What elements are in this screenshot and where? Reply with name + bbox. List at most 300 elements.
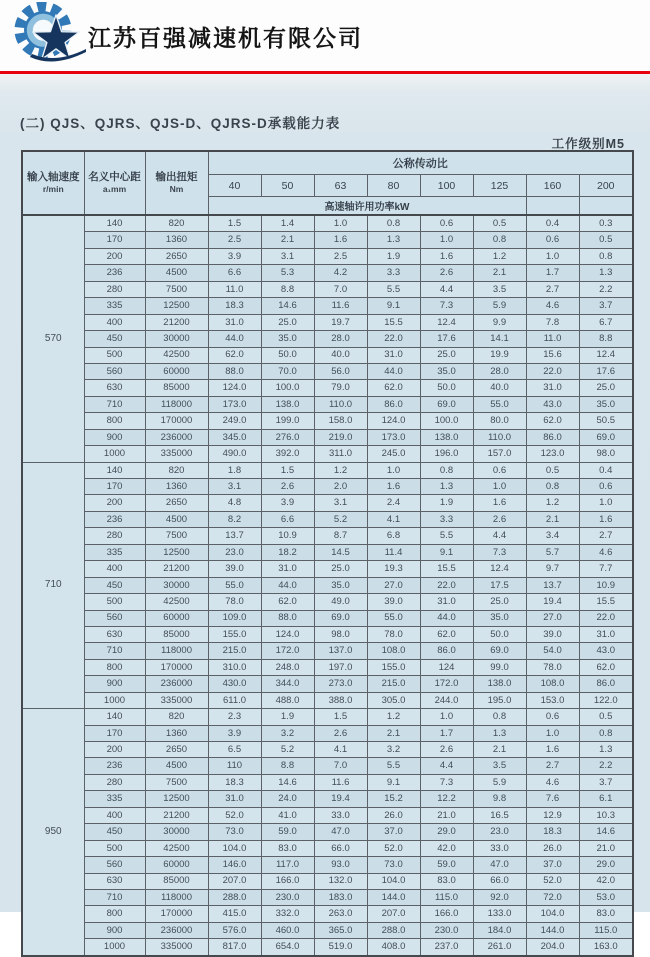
power-value-cell: 332.0 bbox=[261, 906, 314, 922]
power-value-cell: 9.7 bbox=[526, 561, 579, 577]
power-value-cell: 3.9 bbox=[208, 725, 261, 741]
col-header-torque bbox=[145, 151, 208, 215]
power-value-cell: 0.5 bbox=[579, 232, 633, 248]
table-row bbox=[22, 906, 633, 922]
power-value-cell: 2.0 bbox=[314, 479, 367, 495]
power-value-cell: 490.0 bbox=[208, 446, 261, 462]
table-row bbox=[22, 889, 633, 905]
power-value-cell: 62.0 bbox=[420, 626, 473, 642]
power-value-cell: 133.0 bbox=[473, 906, 526, 922]
power-value-cell: 37.0 bbox=[367, 824, 420, 840]
table-row bbox=[22, 873, 633, 889]
power-value-cell: 2.6 bbox=[473, 511, 526, 527]
power-value-cell: 7.8 bbox=[526, 314, 579, 330]
torque-value: 60000 bbox=[145, 610, 208, 626]
torque-value: 118000 bbox=[145, 889, 208, 905]
power-value-cell: 86.0 bbox=[420, 643, 473, 659]
power-value-cell: 8.8 bbox=[261, 281, 314, 297]
power-value-cell: 1.6 bbox=[579, 511, 633, 527]
center-distance-value: 280 bbox=[84, 528, 145, 544]
center-distance-value: 170 bbox=[84, 725, 145, 741]
table-row bbox=[22, 281, 633, 297]
power-value-cell: 16.5 bbox=[473, 807, 526, 823]
power-value-cell: 3.9 bbox=[208, 248, 261, 264]
power-value-cell: 311.0 bbox=[314, 446, 367, 462]
work-level-label: 工作级别M5 bbox=[551, 137, 625, 151]
power-value-cell: 654.0 bbox=[261, 939, 314, 956]
power-value-cell: 1.2 bbox=[473, 248, 526, 264]
power-value-cell: 1.9 bbox=[367, 248, 420, 264]
power-value-cell: 237.0 bbox=[420, 939, 473, 956]
power-value-cell: 22.0 bbox=[526, 363, 579, 379]
power-value-cell: 98.0 bbox=[579, 446, 633, 462]
power-value-cell: 0.8 bbox=[367, 215, 420, 232]
power-value-cell: 1.0 bbox=[473, 479, 526, 495]
torque-value: 2650 bbox=[145, 742, 208, 758]
center-distance-value: 280 bbox=[84, 281, 145, 297]
table-row bbox=[22, 544, 633, 560]
power-value-cell: 14.6 bbox=[579, 824, 633, 840]
power-value-cell: 59.0 bbox=[420, 857, 473, 873]
power-value-cell: 2.5 bbox=[208, 232, 261, 248]
col-header-input-speed bbox=[22, 151, 84, 215]
power-value-cell: 15.2 bbox=[367, 791, 420, 807]
power-value-cell: 26.0 bbox=[526, 840, 579, 856]
col-header-center-distance bbox=[84, 151, 145, 215]
table-row bbox=[22, 495, 633, 511]
power-value-cell: 86.0 bbox=[367, 396, 420, 412]
power-value-cell: 310.0 bbox=[208, 659, 261, 675]
power-value-cell: 9.1 bbox=[367, 774, 420, 790]
power-value-cell: 611.0 bbox=[208, 692, 261, 708]
center-distance-value: 200 bbox=[84, 495, 145, 511]
power-value-cell: 2.4 bbox=[367, 495, 420, 511]
power-value-cell: 21.0 bbox=[420, 807, 473, 823]
power-value-cell: 3.5 bbox=[473, 758, 526, 774]
power-value-cell: 1.6 bbox=[526, 742, 579, 758]
power-value-cell: 276.0 bbox=[261, 429, 314, 445]
torque-value: 85000 bbox=[145, 626, 208, 642]
torque-value: 4500 bbox=[145, 265, 208, 281]
power-value-cell: 69.0 bbox=[473, 643, 526, 659]
power-value-cell: 195.0 bbox=[473, 692, 526, 708]
power-value-cell: 1.3 bbox=[367, 232, 420, 248]
center-distance-value: 450 bbox=[84, 331, 145, 347]
power-value-cell: 5.5 bbox=[420, 528, 473, 544]
torque-value: 236000 bbox=[145, 676, 208, 692]
power-value-cell: 1.6 bbox=[314, 232, 367, 248]
power-value-cell: 1.0 bbox=[526, 725, 579, 741]
torque-value: 2650 bbox=[145, 248, 208, 264]
power-value-cell: 55.0 bbox=[367, 610, 420, 626]
table-row bbox=[22, 857, 633, 873]
table-row bbox=[22, 922, 633, 938]
power-value-cell: 25.0 bbox=[314, 561, 367, 577]
table-row bbox=[22, 758, 633, 774]
power-value-cell: 1.2 bbox=[526, 495, 579, 511]
center-distance-value: 710 bbox=[84, 643, 145, 659]
power-value-cell: 86.0 bbox=[579, 676, 633, 692]
table-row bbox=[22, 413, 633, 429]
power-value-cell: 10.9 bbox=[579, 577, 633, 593]
table-row bbox=[22, 840, 633, 856]
table-row bbox=[22, 610, 633, 626]
power-value-cell: 1.4 bbox=[261, 215, 314, 232]
power-value-cell: 50.5 bbox=[579, 413, 633, 429]
table-row bbox=[22, 939, 633, 956]
power-value-cell: 37.0 bbox=[526, 857, 579, 873]
power-value-cell: 80.0 bbox=[473, 413, 526, 429]
center-distance-value: 900 bbox=[84, 676, 145, 692]
power-value-cell: 104.0 bbox=[367, 873, 420, 889]
power-value-cell: 146.0 bbox=[208, 857, 261, 873]
power-value-cell: 1.3 bbox=[473, 725, 526, 741]
power-value-cell: 1.7 bbox=[526, 265, 579, 281]
power-value-cell: 4.4 bbox=[420, 281, 473, 297]
power-value-cell: 27.0 bbox=[367, 577, 420, 593]
power-value-cell: 11.6 bbox=[314, 774, 367, 790]
power-value-cell: 1.7 bbox=[420, 725, 473, 741]
power-value-cell: 817.0 bbox=[208, 939, 261, 956]
table-row bbox=[22, 807, 633, 823]
ratio-header: 80 bbox=[367, 175, 420, 197]
power-value-cell: 1.2 bbox=[314, 462, 367, 478]
power-value-cell: 31.0 bbox=[579, 626, 633, 642]
torque-value: 236000 bbox=[145, 922, 208, 938]
power-value-cell: 215.0 bbox=[208, 643, 261, 659]
power-value-cell: 109.0 bbox=[208, 610, 261, 626]
power-value-cell: 35.0 bbox=[261, 331, 314, 347]
power-value-cell: 17.6 bbox=[420, 331, 473, 347]
power-value-cell: 69.0 bbox=[420, 396, 473, 412]
power-value-cell: 288.0 bbox=[208, 889, 261, 905]
power-value-cell: 5.9 bbox=[473, 298, 526, 314]
torque-value: 12500 bbox=[145, 544, 208, 560]
power-value-cell: 388.0 bbox=[314, 692, 367, 708]
power-value-cell: 0.6 bbox=[420, 215, 473, 232]
power-value-cell: 344.0 bbox=[261, 676, 314, 692]
torque-unit: Nm bbox=[169, 184, 184, 195]
speed-block-950 bbox=[22, 709, 633, 956]
power-value-cell: 163.0 bbox=[579, 939, 633, 956]
center-distance-value: 560 bbox=[84, 363, 145, 379]
table-row bbox=[22, 676, 633, 692]
table-row bbox=[22, 561, 633, 577]
torque-value: 820 bbox=[145, 215, 208, 232]
torque-value: 42500 bbox=[145, 594, 208, 610]
power-value-cell: 98.0 bbox=[314, 626, 367, 642]
power-value-cell: 0.8 bbox=[420, 462, 473, 478]
power-value-cell: 1.0 bbox=[526, 248, 579, 264]
power-value-cell: 35.0 bbox=[314, 577, 367, 593]
power-value-cell: 39.0 bbox=[208, 561, 261, 577]
power-value-cell: 28.0 bbox=[473, 363, 526, 379]
power-value-cell: 8.2 bbox=[208, 511, 261, 527]
company-name[interactable]: 江苏百强减速机有限公司 bbox=[88, 25, 363, 51]
power-value-cell: 8.7 bbox=[314, 528, 367, 544]
torque-value: 85000 bbox=[145, 380, 208, 396]
company-logo[interactable] bbox=[12, 2, 88, 68]
power-value-cell: 138.0 bbox=[420, 429, 473, 445]
power-value-cell: 88.0 bbox=[261, 610, 314, 626]
table-row bbox=[22, 594, 633, 610]
table-row bbox=[22, 824, 633, 840]
power-value-cell: 172.0 bbox=[420, 676, 473, 692]
power-value-cell: 19.3 bbox=[367, 561, 420, 577]
table-row bbox=[22, 215, 633, 232]
power-value-cell: 11.0 bbox=[208, 281, 261, 297]
ratio-header: 63 bbox=[314, 175, 367, 197]
center-distance-value: 335 bbox=[84, 298, 145, 314]
power-value-cell: 14.5 bbox=[314, 544, 367, 560]
power-value-cell: 17.5 bbox=[473, 577, 526, 593]
power-value-cell: 31.0 bbox=[367, 347, 420, 363]
torque-value: 335000 bbox=[145, 446, 208, 462]
power-value-cell: 31.0 bbox=[261, 561, 314, 577]
power-value-cell: 207.0 bbox=[208, 873, 261, 889]
power-value-cell: 2.2 bbox=[579, 758, 633, 774]
power-value-cell: 86.0 bbox=[526, 429, 579, 445]
ratio-header: 160 bbox=[526, 175, 579, 197]
center-distance-value: 1000 bbox=[84, 939, 145, 956]
table-row bbox=[22, 479, 633, 495]
gear-star-icon bbox=[12, 2, 88, 68]
table-row bbox=[22, 643, 633, 659]
power-value-cell: 124.0 bbox=[208, 380, 261, 396]
power-value-cell: 184.0 bbox=[473, 922, 526, 938]
table-title: (二) QJS、QJRS、QJS-D、QJRS-D承载能力表 bbox=[20, 116, 341, 131]
center-distance-value: 630 bbox=[84, 873, 145, 889]
power-value-cell: 2.1 bbox=[367, 725, 420, 741]
power-value-cell: 25.0 bbox=[579, 380, 633, 396]
power-value-cell: 9.9 bbox=[473, 314, 526, 330]
torque-value: 118000 bbox=[145, 643, 208, 659]
power-value-cell: 3.2 bbox=[261, 725, 314, 741]
center-distance-value: 335 bbox=[84, 544, 145, 560]
power-value-cell: 0.6 bbox=[526, 232, 579, 248]
power-value-cell: 0.4 bbox=[526, 215, 579, 232]
table-row bbox=[22, 314, 633, 330]
torque-value: 7500 bbox=[145, 774, 208, 790]
torque-value: 2650 bbox=[145, 495, 208, 511]
table-row bbox=[22, 347, 633, 363]
power-value-cell: 7.3 bbox=[420, 774, 473, 790]
power-value-cell: 155.0 bbox=[208, 626, 261, 642]
power-value-cell: 2.6 bbox=[420, 742, 473, 758]
power-value-cell: 108.0 bbox=[526, 676, 579, 692]
power-value-cell: 230.0 bbox=[261, 889, 314, 905]
power-value-cell: 66.0 bbox=[314, 840, 367, 856]
power-value-cell: 44.0 bbox=[261, 577, 314, 593]
power-value-cell: 196.0 bbox=[420, 446, 473, 462]
power-value-cell: 3.1 bbox=[261, 248, 314, 264]
power-value-cell: 0.6 bbox=[526, 709, 579, 725]
power-value-cell: 14.6 bbox=[261, 774, 314, 790]
center-distance-value: 1000 bbox=[84, 446, 145, 462]
power-value-cell: 69.0 bbox=[314, 610, 367, 626]
power-value-cell: 0.5 bbox=[526, 462, 579, 478]
power-value-cell: 35.0 bbox=[473, 610, 526, 626]
power-value-cell: 31.0 bbox=[208, 314, 261, 330]
power-value-cell: 0.6 bbox=[579, 479, 633, 495]
power-value-cell: 345.0 bbox=[208, 429, 261, 445]
power-value-cell: 7.3 bbox=[473, 544, 526, 560]
center-distance-value: 710 bbox=[84, 889, 145, 905]
power-value-cell: 1.6 bbox=[367, 479, 420, 495]
power-value-cell: 21.0 bbox=[579, 840, 633, 856]
center-distance-value: 335 bbox=[84, 791, 145, 807]
power-value-cell: 138.0 bbox=[261, 396, 314, 412]
power-value-cell: 18.2 bbox=[261, 544, 314, 560]
power-value-cell: 415.0 bbox=[208, 906, 261, 922]
power-value-cell: 6.5 bbox=[208, 742, 261, 758]
torque-value: 42500 bbox=[145, 840, 208, 856]
power-value-cell: 0.4 bbox=[579, 462, 633, 478]
power-value-cell: 40.0 bbox=[473, 380, 526, 396]
power-value-cell: 99.0 bbox=[473, 659, 526, 675]
table-row bbox=[22, 626, 633, 642]
power-value-cell: 4.2 bbox=[314, 265, 367, 281]
power-value-cell: 19.7 bbox=[314, 314, 367, 330]
table-row bbox=[22, 331, 633, 347]
power-value-cell: 124 bbox=[420, 659, 473, 675]
power-value-cell: 115.0 bbox=[579, 922, 633, 938]
table-row bbox=[22, 725, 633, 741]
power-value-cell: 0.5 bbox=[473, 215, 526, 232]
power-value-cell: 1.3 bbox=[579, 265, 633, 281]
power-value-cell: 1.6 bbox=[420, 248, 473, 264]
power-value-cell: 144.0 bbox=[526, 922, 579, 938]
center-distance-value: 140 bbox=[84, 709, 145, 725]
power-value-cell: 7.6 bbox=[526, 791, 579, 807]
power-value-cell: 144.0 bbox=[367, 889, 420, 905]
power-value-cell: 4.6 bbox=[579, 544, 633, 560]
power-value-cell: 110 bbox=[208, 758, 261, 774]
power-value-cell: 47.0 bbox=[473, 857, 526, 873]
power-value-cell: 2.1 bbox=[526, 511, 579, 527]
center-distance-value: 140 bbox=[84, 215, 145, 232]
power-value-cell: 100.0 bbox=[420, 413, 473, 429]
power-value-cell: 15.6 bbox=[526, 347, 579, 363]
power-value-cell: 69.0 bbox=[579, 429, 633, 445]
input-speed-value: 710 bbox=[22, 462, 84, 709]
power-value-cell: 153.0 bbox=[526, 692, 579, 708]
torque-value: 30000 bbox=[145, 824, 208, 840]
power-value-cell: 138.0 bbox=[473, 676, 526, 692]
power-value-cell: 72.0 bbox=[526, 889, 579, 905]
power-value-cell: 408.0 bbox=[367, 939, 420, 956]
torque-value: 820 bbox=[145, 462, 208, 478]
table-row bbox=[22, 380, 633, 396]
power-value-cell: 47.0 bbox=[314, 824, 367, 840]
power-value-cell: 183.0 bbox=[314, 889, 367, 905]
table-row bbox=[22, 429, 633, 445]
power-value-cell: 6.7 bbox=[579, 314, 633, 330]
table-row bbox=[22, 692, 633, 708]
table-row bbox=[22, 462, 633, 478]
power-value-cell: 4.1 bbox=[367, 511, 420, 527]
torque-value: 335000 bbox=[145, 939, 208, 956]
table-row bbox=[22, 528, 633, 544]
torque-value: 7500 bbox=[145, 528, 208, 544]
power-value-cell: 1.0 bbox=[367, 462, 420, 478]
power-value-cell: 52.0 bbox=[208, 807, 261, 823]
col-header-power: 高速轴许用功率kW bbox=[208, 197, 526, 216]
input-speed-label: 输入轴速度 bbox=[27, 171, 80, 184]
table-row bbox=[22, 232, 633, 248]
power-value-cell: 35.0 bbox=[420, 363, 473, 379]
power-value-cell: 1.3 bbox=[420, 479, 473, 495]
power-value-cell: 12.2 bbox=[420, 791, 473, 807]
center-distance-value: 200 bbox=[84, 248, 145, 264]
center-distance-value: 800 bbox=[84, 413, 145, 429]
power-value-cell: 43.0 bbox=[579, 643, 633, 659]
power-value-cell: 166.0 bbox=[420, 906, 473, 922]
power-value-cell: 0.8 bbox=[473, 232, 526, 248]
power-value-cell: 0.5 bbox=[579, 709, 633, 725]
power-value-cell: 62.0 bbox=[526, 413, 579, 429]
power-value-cell: 14.1 bbox=[473, 331, 526, 347]
power-value-cell: 2.2 bbox=[579, 281, 633, 297]
power-value-cell: 3.5 bbox=[473, 281, 526, 297]
power-value-cell: 123.0 bbox=[526, 446, 579, 462]
power-value-cell: 199.0 bbox=[261, 413, 314, 429]
speed-block-570 bbox=[22, 215, 633, 462]
power-value-cell: 11.6 bbox=[314, 298, 367, 314]
empty-header-cell bbox=[526, 197, 579, 216]
power-value-cell: 3.4 bbox=[526, 528, 579, 544]
torque-value: 12500 bbox=[145, 791, 208, 807]
table-row bbox=[22, 659, 633, 675]
power-value-cell: 2.1 bbox=[261, 232, 314, 248]
power-value-cell: 29.0 bbox=[579, 857, 633, 873]
power-value-cell: 115.0 bbox=[420, 889, 473, 905]
power-value-cell: 40.0 bbox=[314, 347, 367, 363]
torque-value: 12500 bbox=[145, 298, 208, 314]
power-value-cell: 263.0 bbox=[314, 906, 367, 922]
power-value-cell: 62.0 bbox=[367, 380, 420, 396]
power-value-cell: 245.0 bbox=[367, 446, 420, 462]
power-value-cell: 31.0 bbox=[208, 791, 261, 807]
power-value-cell: 5.7 bbox=[526, 544, 579, 560]
power-value-cell: 5.5 bbox=[367, 281, 420, 297]
power-value-cell: 4.1 bbox=[314, 742, 367, 758]
torque-value: 60000 bbox=[145, 857, 208, 873]
power-value-cell: 41.0 bbox=[261, 807, 314, 823]
power-value-cell: 19.4 bbox=[314, 791, 367, 807]
power-value-cell: 117.0 bbox=[261, 857, 314, 873]
power-value-cell: 18.3 bbox=[526, 824, 579, 840]
torque-value: 170000 bbox=[145, 659, 208, 675]
power-value-cell: 219.0 bbox=[314, 429, 367, 445]
power-value-cell: 261.0 bbox=[473, 939, 526, 956]
power-value-cell: 12.4 bbox=[420, 314, 473, 330]
ratio-header: 50 bbox=[261, 175, 314, 197]
table-row bbox=[22, 298, 633, 314]
power-value-cell: 6.6 bbox=[208, 265, 261, 281]
power-value-cell: 2.7 bbox=[526, 758, 579, 774]
power-value-cell: 488.0 bbox=[261, 692, 314, 708]
power-value-cell: 1.3 bbox=[579, 742, 633, 758]
power-value-cell: 3.1 bbox=[314, 495, 367, 511]
power-value-cell: 14.6 bbox=[261, 298, 314, 314]
power-value-cell: 55.0 bbox=[208, 577, 261, 593]
torque-value: 85000 bbox=[145, 873, 208, 889]
power-value-cell: 19.9 bbox=[473, 347, 526, 363]
power-value-cell: 83.0 bbox=[579, 906, 633, 922]
power-value-cell: 110.0 bbox=[473, 429, 526, 445]
power-value-cell: 9.1 bbox=[367, 298, 420, 314]
